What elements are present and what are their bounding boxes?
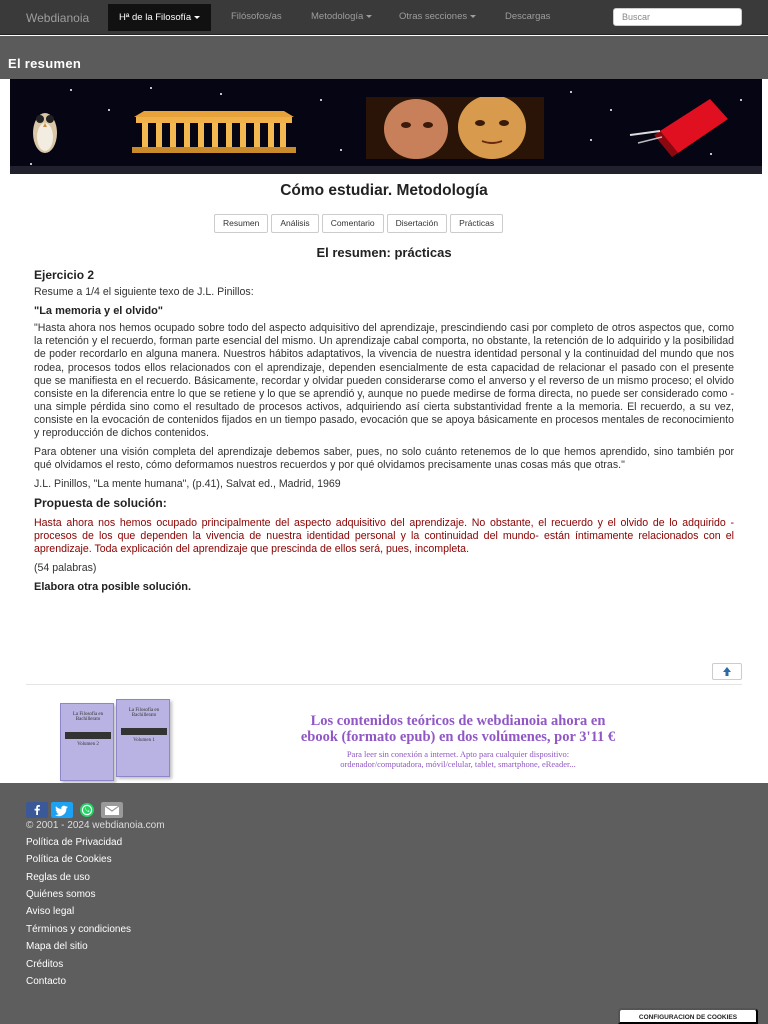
footer-link-privacidad[interactable]: Política de Privacidad [26, 837, 123, 848]
ebook-ad[interactable] [60, 697, 720, 783]
section-title: El resumen [8, 56, 82, 71]
back-to-top-button[interactable] [712, 663, 742, 680]
page-title: Cómo estudiar. Metodología [280, 182, 488, 199]
exercise-instruction: Resume a 1/4 el siguiente texo de J.L. Pinillos: [34, 286, 254, 299]
caret-down-icon [194, 16, 200, 19]
nav-item-metodologia[interactable]: Metodología [311, 11, 372, 22]
ad-headline-1: Los contenidos teóricos de webdianoia ahora en [310, 713, 606, 729]
solution-text: Hasta ahora nos hemos ocupado principalmente del aspecto adquisitivo del aprendizaje. No obstante, el recuerdo y el olvido de lo adquirido - procesos de los que dependen la vivencia de nuestra identidad personal y la continuidad del mundo- están íntimamente relacionados con el aprendizaje. Toda explicación del aprendizaje que prescinda de ellos será, pues, incompleta. [34, 516, 734, 555]
task-text: Elabora otra posible solución. [34, 580, 192, 593]
owl-icon [30, 103, 60, 155]
portraits-image [366, 97, 544, 159]
top-navbar [0, 0, 768, 35]
nav-item-otras-secciones[interactable]: Otras secciones [399, 11, 476, 22]
nav-item-descargas[interactable]: Descargas [505, 11, 551, 22]
email-icon[interactable] [101, 802, 123, 818]
cookie-settings-button[interactable]: CONFIGURACION DE COOKIES [618, 1008, 758, 1024]
footer-link-cookies[interactable]: Política de Cookies [26, 854, 112, 865]
section-header [0, 36, 768, 79]
nav-item-filosofos[interactable]: Filósofos/as [231, 11, 282, 22]
ad-subline-1: Para leer sin conexión a internet. Apto para cualquier dispositivo: [346, 749, 570, 759]
brand-link[interactable]: Webdianoia [26, 11, 90, 25]
divider [26, 684, 742, 685]
quote-paragraph-1: "Hasta ahora nos hemos ocupado sobre todo del aspecto adquisitivo del aprendizaje, prescindiendo casi por completo de otros aspectos que, como la retención y el recuerdo, forman parte esencial del mismo. Un aprendizaje cabal comporta, no obstante, la retención de lo adquirido y la posibilidad de poder recordarlo en alguna manera. Nuestros hábitos adaptativos, la vivencia de nuestra identidad personal y la continuidad del mundo que nos rodea, procesos todos ellos relacionados con el aprendizaje, dependen esencialmente de esta capacidad de relacionar el pasado con el presente que se manifiesta en el recuerdo. Básicamente, recordar y olvidar pueden considerarse como el anverso y el reverso de un mismo proceso; el olvido consiste en la diferencia entre lo que se retiene y lo que se aprendió y, aunque no puede medirse de forma directa, no puede ser considerado como -una simple pérdida sino como el resultado de procesos activos, adquiriendo así cierta substantividad frente a la memoria. El recuerdo, a su vez, consiste en la evocación de contenidos fijados en un tiempo pasado, evocación que se apoya básicamente en procesos mentales de reconocimiento y reproducción de dichos contenidos. [34, 322, 735, 440]
tab-resumen[interactable]: Resumen [214, 214, 268, 233]
solution-heading: Propuesta de solución: [34, 496, 167, 511]
footer-link-aviso-legal[interactable]: Aviso legal [26, 906, 75, 917]
footer-link-reglas[interactable]: Reglas de uso [26, 872, 90, 883]
social-share [26, 802, 123, 818]
method-tabs [214, 214, 503, 233]
footer-link-contacto[interactable]: Contacto [26, 976, 67, 987]
footer-link-terminos[interactable]: Términos y condiciones [26, 924, 132, 935]
page-subtitle: El resumen: prácticas [316, 245, 452, 260]
quote-paragraph-2: Para obtener una visión completa del aprendizaje debemos saber, pues, no solo cuánto retenemos de lo que hemos aprendido, sino también por qué olvidamos el resto, cómo deformamos nuestros recuerdos y por qué olvidamos precisamente unas cosas más que otras." [34, 446, 734, 472]
footer-link-creditos[interactable]: Créditos [26, 959, 64, 970]
footer-link-mapa[interactable]: Mapa del sitio [26, 941, 88, 952]
ad-subline-2: ordenador/computadora, móvil/celular, tablet, smartphone, eReader... [340, 759, 576, 769]
search-input[interactable] [613, 8, 742, 26]
arrow-up-icon [713, 664, 741, 679]
site-footer [0, 783, 768, 1024]
caret-down-icon [366, 15, 372, 18]
tab-practicas[interactable]: Prácticas [450, 214, 503, 233]
header-banner [10, 79, 762, 174]
twitter-icon[interactable] [51, 802, 73, 818]
tab-comentario[interactable]: Comentario [322, 214, 384, 233]
word-count: (54 palabras) [34, 561, 97, 574]
red-book-image [620, 91, 730, 161]
tab-analisis[interactable]: Análisis [271, 214, 318, 233]
caret-down-icon [470, 15, 476, 18]
tab-disertacion[interactable]: Disertación [387, 214, 448, 233]
copyright: © 2001 - 2024 webdianoia.com [26, 820, 165, 831]
ebook-cover-volume-2: La Filosofía en Bachillerato Volumen 2 [60, 703, 114, 781]
ebook-cover-volume-1: La Filosofía en Bachillerato Volumen 1 [116, 699, 170, 777]
parthenon-image [124, 101, 304, 157]
quote-title: "La memoria y el olvido" [34, 305, 164, 318]
whatsapp-icon[interactable] [76, 802, 98, 818]
exercise-content [34, 269, 734, 594]
ad-headline-2: ebook (formato epub) en dos volúmenes, por 3'11 € [300, 729, 616, 745]
quote-citation: J.L. Pinillos, "La mente humana", (p.41), Salvat ed., Madrid, 1969 [34, 478, 341, 491]
footer-link-quienes-somos[interactable]: Quiénes somos [26, 889, 96, 900]
facebook-icon[interactable] [26, 802, 48, 818]
exercise-heading: Ejercicio 2 [34, 268, 95, 282]
nav-item-historia-filosofia[interactable]: Hª de la Filosofía [108, 4, 211, 31]
